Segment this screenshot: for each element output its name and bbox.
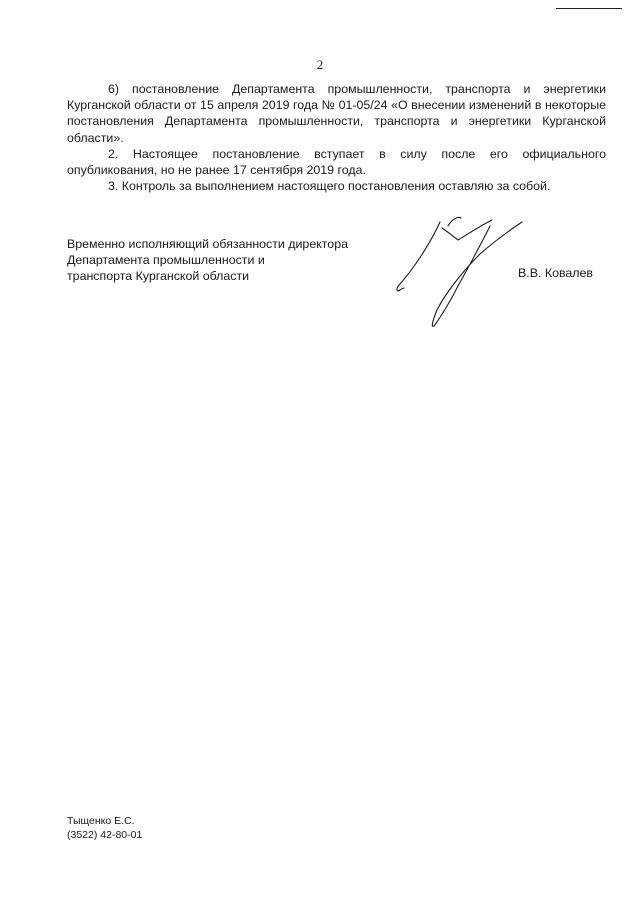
paragraph-item-3: 3. Контроль за выполнением настоящего постановления оставляю за собой. [108,179,551,194]
page-number: 2 [316,57,324,72]
executor-name: Тыщенко Е.С. [67,815,135,827]
signatory-position-line: Временно исполняющий обязанности директора [67,237,348,251]
document-body [67,81,606,194]
signatory-name: В.В. Ковалев [518,266,594,280]
handwritten-signature [388,210,528,332]
signatory-position [67,236,348,284]
paragraph-item-2: 2. Настоящее постановление вступает в силу после его официального опубликования, но не ранее 17 сентября 2019 года. [67,146,606,178]
executor-phone: (3522) 42-80-01 [67,829,143,841]
top-rule [556,8,622,9]
signatory-position-line: транспорта Курганской области [67,269,250,283]
paragraph-item-6: 6) постановление Департамента промышленности, транспорта и энергетики Курганской области от 15 апреля 2019 года № 01-05/24 «О внесении изменений в некоторые постановления Департамента промышленности, транспорта и энергетики Курганской области». [67,82,606,145]
signatory-position-line: Департамента промышленности и [67,253,265,267]
executor-info [67,814,142,842]
